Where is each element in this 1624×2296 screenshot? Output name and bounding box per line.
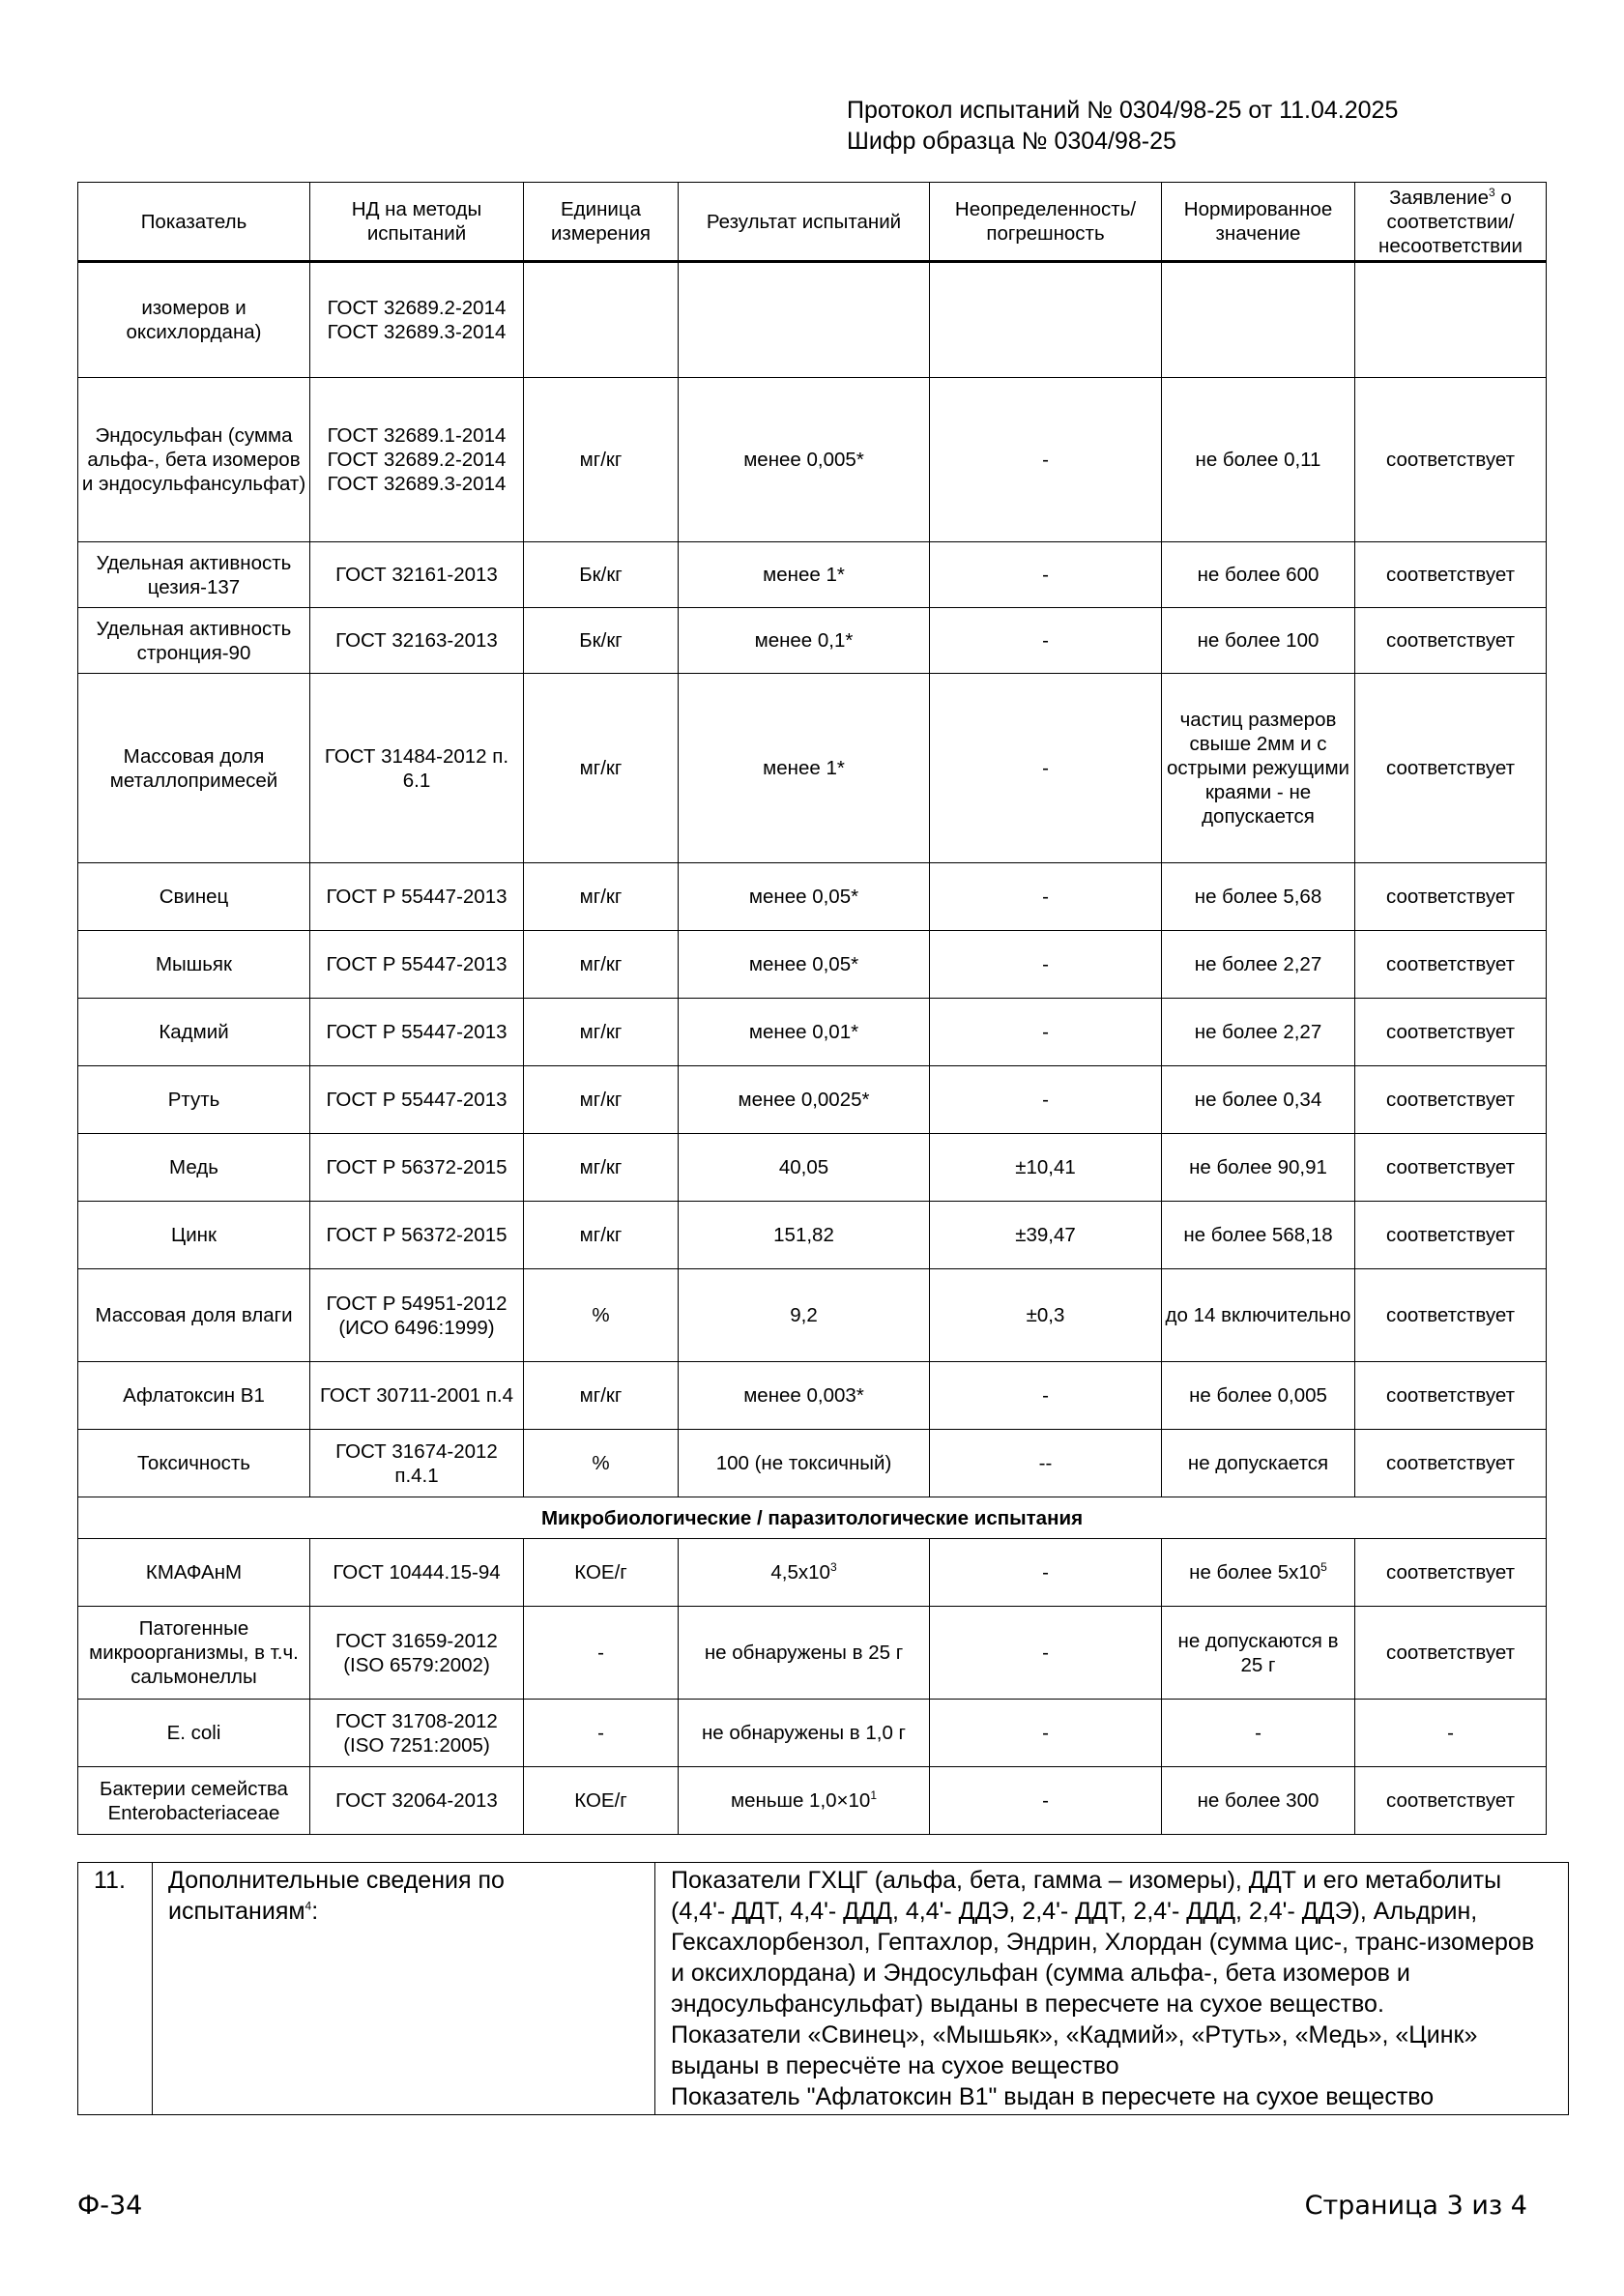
cell-result-exponent: 1 [870,1788,877,1803]
col-method: НД на методы испытаний [310,183,524,262]
cell-unit: КОЕ/г [524,1539,679,1607]
col-statement: Заявление$^3$ о соответствии/ несоответствии [1355,183,1547,262]
cell-uncertainty: - [930,1767,1162,1835]
cell-statement: - [1355,1700,1547,1767]
cell-unit: мг/кг [524,1362,679,1430]
cell-result-exponent: 3 [829,1560,837,1575]
cell-unit: мг/кг [524,931,679,999]
cell-statement: соответствует [1355,608,1547,674]
cell-method: ГОСТ Р 55447-2013 [310,999,524,1066]
cell-norm: не более 0,005 [1162,1362,1355,1430]
cell-indicator: Медь [78,1134,310,1202]
cell-uncertainty: - [930,542,1162,608]
cell-indicator: Цинк [78,1202,310,1269]
col-result: Результат испытаний [679,183,930,262]
cell-indicator: Патогенные микроорганизмы, в т.ч. сальмонеллы [78,1607,310,1700]
cell-norm: не более 300 [1162,1767,1355,1835]
cell-indicator: E. coli [78,1700,310,1767]
cell-statement: соответствует [1355,1607,1547,1700]
cell-norm: не более 600 [1162,542,1355,608]
cell-norm-exponent: 5 [1320,1560,1327,1575]
cell-method: ГОСТ Р 54951-2012 (ИСО 6496:1999) [310,1269,524,1362]
cell-result: не обнаружены в 25 г [679,1607,930,1700]
cell-method: ГОСТ Р 56372-2015 [310,1134,524,1202]
cell-unit: мг/кг [524,863,679,931]
info-paragraph: Показатели «Свинец», «Мышьяк», «Кадмий», «Ртуть», «Медь», «Цинк» выданы в пересчёте на сухое вещество [671,2021,1478,2079]
cell-statement: соответствует [1355,542,1547,608]
cell-norm: не допускаются в 25 г [1162,1607,1355,1700]
cell-statement: соответствует [1355,999,1547,1066]
cell-norm: не более 5,68 [1162,863,1355,931]
cell-indicator: Массовая доля металлопримесей [78,674,310,863]
cell-unit: % [524,1269,679,1362]
cell-statement: соответствует [1355,674,1547,863]
cell-result [679,262,930,378]
col-unit: Единица измерения [524,183,679,262]
cell-result: 40,05 [679,1134,930,1202]
cell-unit: мг/кг [524,999,679,1066]
cell-indicator: Кадмий [78,999,310,1066]
cell-statement: соответствует [1355,1539,1547,1607]
cell-statement: соответствует [1355,1202,1547,1269]
col-uncertainty: Неопределенность/ погрешность [930,183,1162,262]
cell-indicator: Удельная активность стронция-90 [78,608,310,674]
table-row [78,1700,1547,1767]
info-paragraph: Показатели ГХЦГ (альфа, бета, гамма – изомеры), ДДТ и его метаболиты (4,4'- ДДТ, 4,4'- ДДД, 4,4'- ДДЭ, 2,4'- ДДТ, 2,4'- ДДД, 2,4'- ДДЭ), Альдрин, Гексахлорбензол, Гептахлор, Эндрин, Хлордан (сумма цис-, транс-изомеров и оксихлордана) и Эндосульфан (сумма альфа-, бета изомеров и эндосульфансульфат) выданы в пересчете на сухое вещество. [671,1867,1535,2018]
cell-method: ГОСТ Р 55447-2013 [310,1066,524,1134]
cell-result: менее 1* [679,674,930,863]
cell-method: ГОСТ Р 55447-2013 [310,863,524,931]
cell-result-text: меньше 1,0×10 [731,1789,871,1812]
document-header [847,95,1398,157]
cell-result [679,1539,930,1607]
cell-result: менее 0,003* [679,1362,930,1430]
table-row [78,931,1547,999]
info-row [78,1863,1569,2115]
cell-statement: соответствует [1355,378,1547,542]
cell-uncertainty: - [930,1362,1162,1430]
section-row [78,1497,1547,1539]
cell-method: ГОСТ 31484-2012 п. 6.1 [310,674,524,863]
cell-norm: не допускается [1162,1430,1355,1497]
cell-indicator: КМАФАнМ [78,1539,310,1607]
cell-norm: не более 2,27 [1162,999,1355,1066]
cell-norm: не более 0,11 [1162,378,1355,542]
table-row [78,1607,1547,1700]
table-row [78,999,1547,1066]
cell-indicator: Ртуть [78,1066,310,1134]
cell-method: ГОСТ 31708-2012 (ISO 7251:2005) [310,1700,524,1767]
cell-uncertainty [930,262,1162,378]
additional-info-table [77,1862,1569,2115]
table-row [78,1134,1547,1202]
cell-indicator: Мышьяк [78,931,310,999]
cell-unit: Бк/кг [524,608,679,674]
cell-method: ГОСТ 31674-2012 п.4.1 [310,1430,524,1497]
cell-method: ГОСТ Р 55447-2013 [310,931,524,999]
cell-uncertainty: - [930,1539,1162,1607]
cell-result: не обнаружены в 1,0 г [679,1700,930,1767]
cell-result: 100 (не токсичный) [679,1430,930,1497]
cell-norm [1162,262,1355,378]
cell-uncertainty: - [930,1607,1162,1700]
info-number: 11. [78,1863,153,2115]
cell-indicator: изомеров и оксихлордана) [78,262,310,378]
cell-unit: - [524,1700,679,1767]
cell-result: менее 0,0025* [679,1066,930,1134]
info-text [655,1863,1569,2115]
cell-unit: % [524,1430,679,1497]
cell-uncertainty: - [930,1066,1162,1134]
cell-indicator: Токсичность [78,1430,310,1497]
cell-uncertainty: - [930,863,1162,931]
cell-uncertainty: - [930,1700,1162,1767]
cell-statement [1355,262,1547,378]
cell-statement: соответствует [1355,863,1547,931]
cell-unit: КОЕ/г [524,1767,679,1835]
cell-uncertainty: - [930,674,1162,863]
cell-uncertainty: - [930,378,1162,542]
table-row [78,1539,1547,1607]
cell-norm: не более 0,34 [1162,1066,1355,1134]
cell-statement: соответствует [1355,1767,1547,1835]
cell-result: менее 1* [679,542,930,608]
cell-unit: мг/кг [524,1066,679,1134]
cell-norm: не более 568,18 [1162,1202,1355,1269]
table-row [78,1430,1547,1497]
cell-result: менее 0,1* [679,608,930,674]
cell-unit: мг/кг [524,1202,679,1269]
cell-uncertainty: -- [930,1430,1162,1497]
table-row [78,378,1547,542]
col-norm: Нормированное значение [1162,183,1355,262]
cell-unit: - [524,1607,679,1700]
table-row [78,1362,1547,1430]
cell-statement: соответствует [1355,931,1547,999]
cell-norm: не более 2,27 [1162,931,1355,999]
cell-statement: соответствует [1355,1134,1547,1202]
table-row [78,542,1547,608]
table-row [78,262,1547,378]
cell-indicator: Массовая доля влаги [78,1269,310,1362]
cell-result-text: 4,5х10 [770,1561,830,1584]
cell-method: ГОСТ Р 56372-2015 [310,1202,524,1269]
cell-statement: соответствует [1355,1066,1547,1134]
cell-unit: Бк/кг [524,542,679,608]
cell-norm: - [1162,1700,1355,1767]
cell-indicator: Удельная активность цезия-137 [78,542,310,608]
table-row [78,674,1547,863]
table-header-row [78,183,1547,262]
cell-unit: мг/кг [524,378,679,542]
cell-statement: соответствует [1355,1362,1547,1430]
cell-indicator: Свинец [78,863,310,931]
col-indicator: Показатель [78,183,310,262]
cell-unit [524,262,679,378]
cell-method: ГОСТ 31659-2012 (ISO 6579:2002) [310,1607,524,1700]
cell-indicator: Афлатоксин В1 [78,1362,310,1430]
cell-indicator: Бактерии семейства Enterobacteriaceae [78,1767,310,1835]
cell-method: ГОСТ 32163-2013 [310,608,524,674]
cell-statement: соответствует [1355,1430,1547,1497]
cell-norm: не более 100 [1162,608,1355,674]
cell-result: 9,2 [679,1269,930,1362]
cell-method: ГОСТ 32064-2013 [310,1767,524,1835]
cell-result: менее 0,01* [679,999,930,1066]
info-paragraph: Показатель "Афлатоксин В1" выдан в пересчете на сухое вещество [671,2083,1435,2110]
cell-uncertainty: - [930,999,1162,1066]
cell-norm [1162,1539,1355,1607]
cell-unit: мг/кг [524,1134,679,1202]
cell-result: менее 0,05* [679,863,930,931]
cell-indicator: Эндосульфан (сумма альфа-, бета изомеров и эндосульфансульфат) [78,378,310,542]
cell-uncertainty: - [930,608,1162,674]
section-title: Микробиологические / паразитологические испытания [78,1497,1547,1539]
sample-code: Шифр образца № 0304/98-25 [847,128,1176,155]
cell-method: ГОСТ 32689.2-2014 ГОСТ 32689.3-2014 [310,262,524,378]
cell-uncertainty: ±10,41 [930,1134,1162,1202]
cell-uncertainty: - [930,931,1162,999]
table-row [78,1066,1547,1134]
cell-method: ГОСТ 32161-2013 [310,542,524,608]
table-row [78,608,1547,674]
page-number: Страница 3 из 4 [1304,2191,1527,2221]
cell-statement: соответствует [1355,1269,1547,1362]
cell-unit: мг/кг [524,674,679,863]
cell-norm: не более 90,91 [1162,1134,1355,1202]
cell-result: менее 0,05* [679,931,930,999]
table-row [78,1767,1547,1835]
cell-method: ГОСТ 30711-2001 п.4 [310,1362,524,1430]
protocol-title: Протокол испытаний № 0304/98-25 от 11.04.2025 [847,97,1399,124]
info-label: Дополнительные сведения по испытаниям$^4$: [153,1863,655,2115]
cell-result [679,1767,930,1835]
form-code: Ф-34 [77,2191,143,2221]
cell-method: ГОСТ 32689.1-2014 ГОСТ 32689.2-2014 ГОСТ 32689.3-2014 [310,378,524,542]
cell-norm-text: не более 5х10 [1189,1561,1321,1584]
table-row [78,1269,1547,1362]
cell-uncertainty: ±39,47 [930,1202,1162,1269]
cell-result: 151,82 [679,1202,930,1269]
results-table [77,182,1547,1835]
table-row [78,1202,1547,1269]
cell-norm: до 14 включительно [1162,1269,1355,1362]
cell-method: ГОСТ 10444.15-94 [310,1539,524,1607]
cell-norm: частиц размеров свыше 2мм и с острыми режущими краями - не допускается [1162,674,1355,863]
table-row [78,863,1547,931]
cell-uncertainty: ±0,3 [930,1269,1162,1362]
cell-result: менее 0,005* [679,378,930,542]
